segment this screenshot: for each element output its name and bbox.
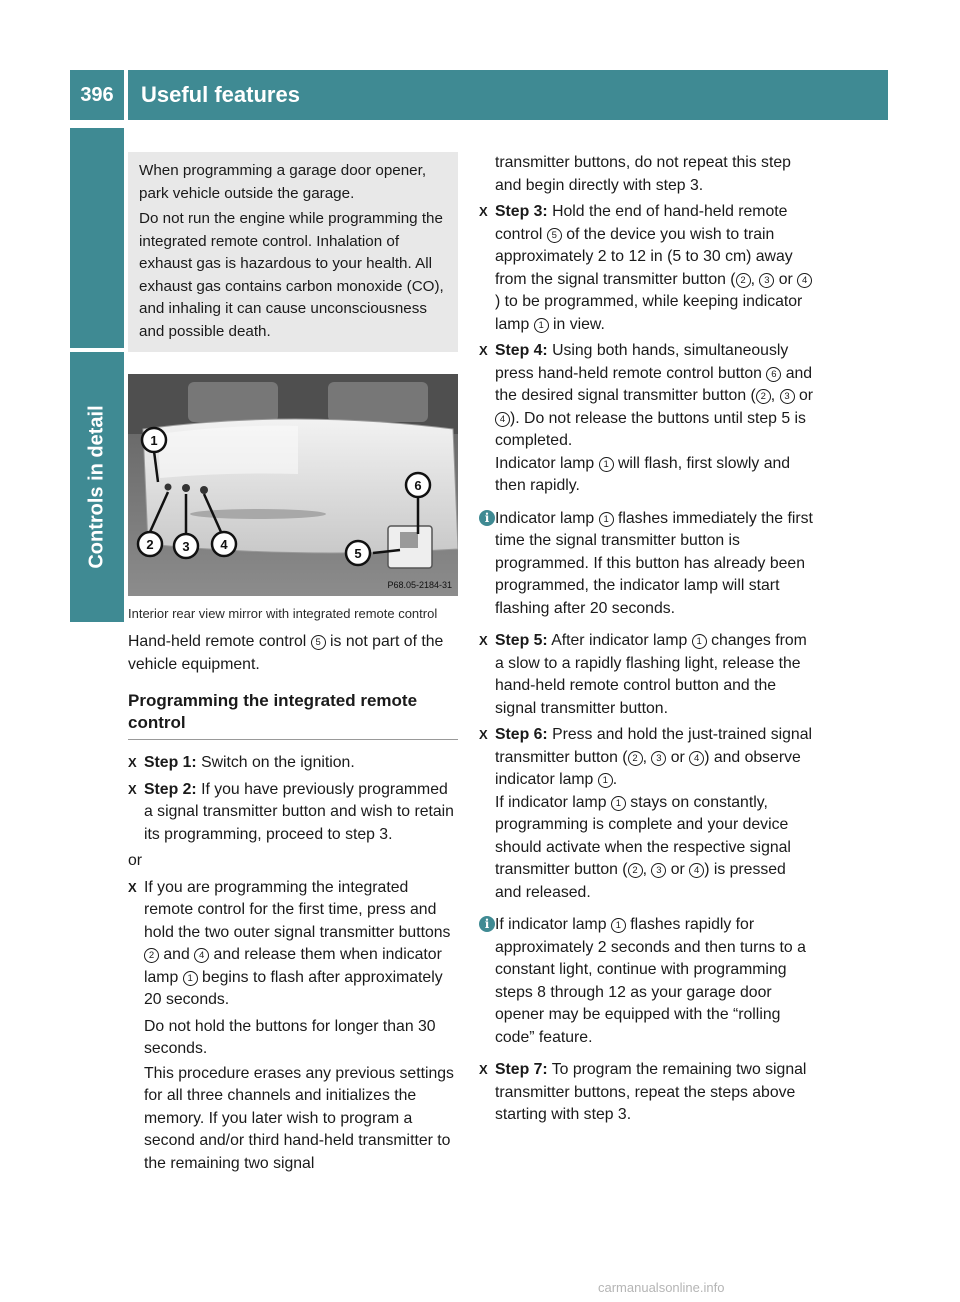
warning-box xyxy=(128,152,458,352)
figure-code: P68.05-2184-31 xyxy=(387,580,452,590)
step-item: X If you are programming the integrated remote control for the first time, press and hold the two outer signal transmitter buttons 2 and 4 and release them when indicator lamp 1 begins to flash after approximately 20 seconds. Do not hold the buttons for longer than 30 seconds. This procedure erases any previous settings for all three channels and initializes the memory. If you later wish to program a second and/or third hand-held transmitter to the remaining two signal xyxy=(128,878,454,1172)
or-separator: or xyxy=(128,852,143,869)
step-marker-icon: X xyxy=(479,204,488,219)
mirror-illustration xyxy=(128,374,458,596)
figure-caption: Interior rear view mirror with integrated remote control xyxy=(128,606,438,621)
step-item: X Step 5: After indicator lamp 1 changes from a slow to a rapidly flashing light, release the hand-held remote control button and the signal transmitter button. xyxy=(479,632,807,717)
warning-paragraph: When programming a garage door opener, park vehicle outside the garage. xyxy=(139,162,427,202)
header-divider xyxy=(124,70,128,120)
step-item: X Step 4: Using both hands, simultaneously press hand-held remote control button 6 and the desired signal transmitter button ( 2 , 3 or 4 ). Do not release the buttons until step 5 is completed. Indicator lamp 1 will flash, first slowly and then rapidly. xyxy=(479,342,813,494)
step-item: X Step 6: Press and hold the just-trained signal transmitter button ( 2 , 3 or 4 ) and observe indicator lamp 1 . If indicator lamp 1 stays on constantly, programming is complete and your device should activate when the respective signal transmitter button ( 2 , 3 or 4 ) is pressed and released. xyxy=(479,726,812,901)
section-heading: Programming the integrated remote control xyxy=(128,690,458,740)
left-column xyxy=(128,152,458,1179)
step-marker-icon: X xyxy=(479,343,488,358)
info-note: i If indicator lamp 1 flashes rapidly for approximately 2 seconds and then turns to a constant light, continue with programming steps 8 through 12 as your garage door opener may be equipped with the “rolling code” feature. xyxy=(479,914,815,1049)
step-marker-icon: X xyxy=(128,781,137,797)
right-column xyxy=(479,152,815,1131)
intro-paragraph: Hand-held remote control 5 is not part of the vehicle equipment. xyxy=(128,633,444,673)
step-marker-icon: X xyxy=(128,755,137,770)
footer-watermark: carmanualsonline.info xyxy=(598,1280,725,1295)
continuation-text: transmitter buttons, do not repeat this step and begin directly with step 3. xyxy=(495,154,791,194)
callout-4: 4 xyxy=(220,537,228,552)
step-marker-icon: X xyxy=(479,633,488,648)
left-steps xyxy=(128,752,458,1175)
mirror-figure xyxy=(128,374,458,596)
callout-1: 1 xyxy=(150,433,158,448)
step-marker-icon: X xyxy=(479,1062,488,1077)
page-title: Useful features xyxy=(141,82,300,107)
callout-6: 6 xyxy=(414,478,422,493)
step-item: X Step 7: To program the remaining two signal transmitter buttons, repeat the steps above starting with step 3. xyxy=(479,1061,807,1123)
info-icon: i xyxy=(479,916,495,932)
step-marker-icon: X xyxy=(479,727,488,742)
step-marker-icon: X xyxy=(128,879,137,895)
callout-2: 2 xyxy=(146,537,154,552)
side-tab-label: Controls in detail xyxy=(85,405,108,569)
info-note: i Indicator lamp 1 flashes immediately the first time the signal transmitter button is programmed. If this button has already been programmed, the indicator lamp will start flashing after 20 seconds. xyxy=(479,508,815,621)
info-icon: i xyxy=(479,510,495,526)
callout-5: 5 xyxy=(354,546,362,561)
side-block xyxy=(70,128,124,348)
page-number: 396 xyxy=(70,70,124,120)
step-item: X Step 1: Switch on the ignition. xyxy=(128,752,458,775)
step-item: X Step 2: If you have previously programmed a signal transmitter button and wish to retain its programming, proceed to step 3. xyxy=(128,780,454,843)
warning-paragraph: Do not run the engine while programming the integrated remote control. Inhalation of exhaust gas is hazardous to your health. All exhaust gas contains carbon monoxide (CO), and inhaling it can cause unconsciousness and possible death. xyxy=(139,210,444,340)
callout-3: 3 xyxy=(182,539,190,554)
step-item: X Step 3: Hold the end of hand-held remote control 5 of the device you wish to train approximately 2 to 12 in (5 to 30 cm) away from the signal transmitter button ( 2 , 3 or 4) to be programmed, while keeping indicator lamp 1 in view. xyxy=(479,201,815,336)
